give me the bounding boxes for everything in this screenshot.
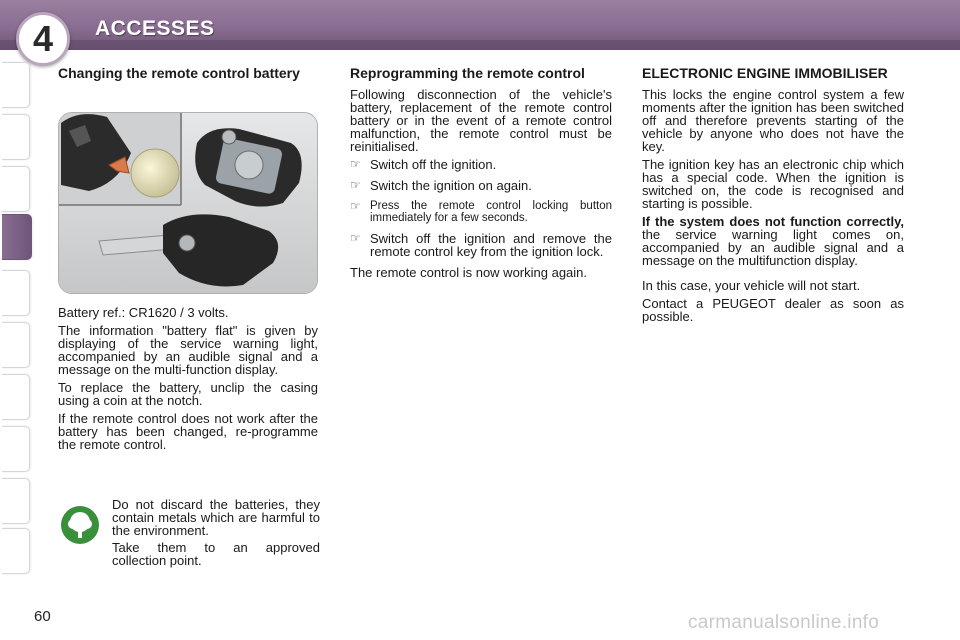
chapter-tab-4-active[interactable] xyxy=(2,214,32,260)
chapter-tab-1[interactable] xyxy=(2,62,30,108)
reprogramming-heading: Reprogramming the remote control xyxy=(350,65,585,81)
pointer-icon: ☞ xyxy=(350,178,361,192)
chapter-number: 4 xyxy=(32,18,54,59)
chapter-tabs xyxy=(0,62,34,577)
pointer-icon: ☞ xyxy=(350,231,361,245)
battery-flat-info: The information "battery flat" is given by displaying of the service warning light, accompanied by an audible signal and a message on the multi-function display. xyxy=(58,323,318,377)
page-number: 60 xyxy=(34,608,51,625)
remote-key-illustration xyxy=(59,113,318,294)
eco-line-2: Take them to an approved collection point. xyxy=(112,540,320,568)
immobiliser-p2: The ignition key has an electronic chip which has a special code. When the ignition is switched on, the code is recognised and starting is possible. xyxy=(642,157,904,211)
page-title: ACCESSES xyxy=(95,17,215,40)
battery-replace: To replace the battery, unclip the casing using a coin at the notch. xyxy=(58,380,318,408)
chapter-tab-2[interactable] xyxy=(2,114,30,160)
pointer-icon: ☞ xyxy=(350,157,361,171)
eco-line-1: Do not discard the batteries, they contain metals which are harmful to the environment. xyxy=(112,497,320,538)
list-item xyxy=(350,158,612,171)
reprogramming-outro: The remote control is now working again. xyxy=(350,265,588,280)
chapter-tab-3[interactable] xyxy=(2,166,30,212)
chapter-tab-10[interactable] xyxy=(2,528,30,574)
environment-note xyxy=(58,493,320,573)
immobiliser-p4: In this case, your vehicle will not start. xyxy=(642,278,861,293)
header-band xyxy=(0,40,960,50)
list-item xyxy=(350,200,612,224)
step-4: Switch off the ignition and remove the remote control key from the ignition lock. xyxy=(370,231,612,259)
immobiliser-heading: ELECTRONIC ENGINE IMMOBILISER xyxy=(642,65,888,81)
step-3: Press the remote control locking button immediately for a few seconds. xyxy=(370,200,612,224)
remote-control-battery-photo xyxy=(58,112,318,294)
step-1: Switch off the ignition. xyxy=(370,157,497,172)
tree-icon xyxy=(60,505,100,545)
list-item xyxy=(350,232,612,258)
battery-heading: Changing the remote control battery xyxy=(58,65,300,81)
reprogramming-intro: Following disconnection of the vehicle's battery, replacement of the remote control battery or in the event of a remote control malfunction, the remote control must be reinitialised. xyxy=(350,87,612,154)
pointer-icon: ☞ xyxy=(350,199,361,213)
chapter-tab-7[interactable] xyxy=(2,374,30,420)
watermark: carmanualsonline.info xyxy=(688,612,880,633)
reprogramming-section xyxy=(350,66,612,284)
chapter-tab-5[interactable] xyxy=(2,270,30,316)
battery-section xyxy=(58,66,318,88)
immobiliser-section xyxy=(642,66,904,328)
chapter-tab-9[interactable] xyxy=(2,478,30,524)
step-2: Switch the ignition on again. xyxy=(370,178,532,193)
list-item xyxy=(350,179,612,192)
immobiliser-p1: This locks the engine control system a few moments after the ignition has been switched off and therefore prevents starting of the vehicle by anyone who does not have the key. xyxy=(642,87,904,154)
immobiliser-p3-rest: the service warning light comes on, accompanied by an audible signal and a message on the multifunction display. xyxy=(642,227,904,268)
immobiliser-p5: Contact a PEUGEOT dealer as soon as possible. xyxy=(642,296,904,324)
battery-ref: Battery ref.: CR1620 / 3 volts. xyxy=(58,305,229,320)
chapter-tab-6[interactable] xyxy=(2,322,30,368)
battery-reprogramme: If the remote control does not work after the battery has been changed, re-programme the remote control. xyxy=(58,411,318,452)
chapter-tab-8[interactable] xyxy=(2,426,30,472)
battery-text xyxy=(58,306,318,456)
immobiliser-p3-bold: If the system does not function correctly, xyxy=(642,214,904,229)
chapter-badge xyxy=(16,12,70,66)
immobiliser-p3 xyxy=(642,215,904,267)
